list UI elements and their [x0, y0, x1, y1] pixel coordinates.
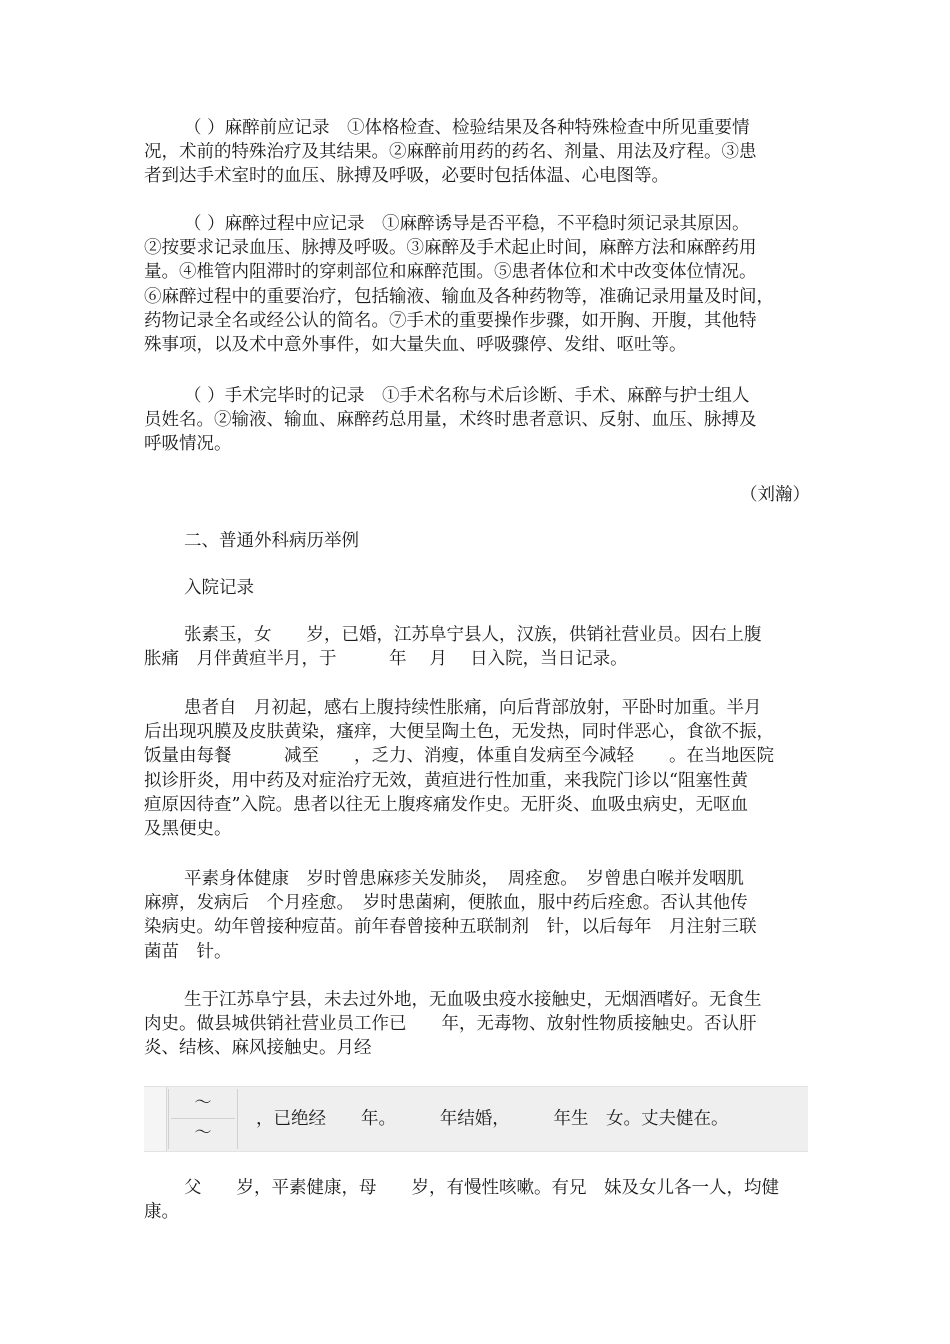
- text-line: 殊事项，以及术中意外事件，如大量失血、呼吸骤停、发绀、呕吐等。: [144, 335, 687, 356]
- menstrual-fraction: [168, 1089, 238, 1149]
- para-pre-anesthesia: [144, 116, 810, 189]
- text-line: （ ）麻醉前应记录 ①体格检查、检验结果及各种特殊检查中所见重要情: [184, 118, 750, 138]
- text-line: 麻痹，发病后 个月痊愈。 岁时患菌痢，便脓血，服中药后痊愈。否认其他传: [144, 893, 748, 914]
- author-signature: （刘瀚）: [740, 485, 810, 505]
- menstrual-formula-box: [144, 1086, 808, 1152]
- box-edge: [144, 1087, 167, 1151]
- text-line: 疸原因待查”入院。患者以往无上腹疼痛发作史。无肝炎、血吸虫病史，无呕血: [144, 794, 748, 815]
- text-line: 菌苗 针。: [144, 941, 232, 962]
- para-patient-intro: [144, 623, 810, 671]
- text-line: 生于江苏阜宁县，未去过外地，无血吸虫疫水接触史，无烟酒嗜好。无食生: [184, 990, 762, 1010]
- text-line: （ ）手术完毕时的记录 ①手术名称与术后诊断、手术、麻醉与护士组人: [184, 386, 750, 406]
- para-past-history: [144, 867, 810, 964]
- text-line: 量。④椎管内阻滞时的穿刺部位和麻醉范围。⑤患者体位和术中改变体位情况。: [144, 262, 757, 283]
- text-line: 张素玉，女 岁，已婚，江苏阜宁县人，汉族，供销社营业员。因右上腹: [184, 625, 762, 645]
- para-personal-history: [144, 988, 810, 1061]
- text-line: 后出现巩膜及皮肤黄染，瘙痒，大便呈陶土色，无发热，同时伴恶心，食欲不振，: [144, 722, 774, 743]
- text-line: 平素身体健康 岁时曾患麻疹关发肺炎， 周痊愈。 岁曾患白喉并发咽肌: [184, 869, 744, 889]
- fraction-numerator: ～: [194, 1093, 212, 1113]
- text-line: 拟诊肝炎，用中药及对症治疗无效，黄疸进行性加重，来我院门诊以“阻塞性黄: [144, 770, 748, 791]
- text-line: ⑥麻醉过程中的重要治疗，包括输液、输血及各种药物等，准确记录用量及时间，: [144, 286, 774, 307]
- para-present-illness: [144, 696, 810, 841]
- text-line: （ ）麻醉过程中应记录 ①麻醉诱导是否平稳，不平稳时须记录其原因。: [184, 214, 750, 234]
- text-line: ②按要求记录血压、脉搏及呼吸。③麻醉及手术起止时间，麻醉方法和麻醉药用: [144, 238, 757, 259]
- para-family-history: [144, 1176, 810, 1224]
- text-line: 者到达手术室时的血压、脉搏及呼吸，必要时包括体温、心电图等。: [144, 166, 669, 187]
- text-line: 患者自 月初起，感右上腹持续性胀痛，向后背部放射，平卧时加重。半月: [184, 698, 762, 718]
- text-line: 康。: [144, 1202, 179, 1223]
- text-line: 况，术前的特殊治疗及其结果。②麻醉前用药的药名、剂量、用法及疗程。③患: [144, 142, 757, 163]
- text-line: 炎、结核、麻风接触史。月经: [144, 1038, 372, 1059]
- text-line: 肉史。做县城供销社营业员工作已 年，无毒物、放射性物质接触史。否认肝: [144, 1014, 757, 1035]
- text-line: 呼吸情况。: [144, 434, 232, 455]
- text-line: 及黑便史。: [144, 819, 232, 840]
- menstrual-text: ，已绝经 年。 年结婚， 年生 女。丈夫健在。: [256, 1109, 729, 1129]
- text-line: 染病史。幼年曾接种痘苗。前年春曾接种五联制剂 针，以后每年 月注射三联: [144, 917, 757, 938]
- section-title: 二、普通外科病历举例: [184, 531, 359, 551]
- text-line: 饭量由每餐 减至 ，乏力、消瘦，体重自发病至今减轻 。在当地医院: [144, 746, 774, 767]
- para-post-surgery: [144, 384, 810, 457]
- text-line: 员姓名。②输液、输血、麻醉药总用量，术终时患者意识、反射、血压、脉搏及: [144, 410, 757, 431]
- fraction-denominator: ～: [194, 1123, 212, 1143]
- subsection-title: 入院记录: [184, 578, 254, 598]
- text-line: 胀痛 月伴黄疸半月，于 年 月 日入院，当日记录。: [144, 649, 628, 670]
- text-line: 药物记录全名或经公认的简名。⑦手术的重要操作步骤，如开胸、开腹，其他特: [144, 310, 757, 331]
- para-during-anesthesia: [144, 212, 810, 357]
- text-line: 父 岁，平素健康，母 岁，有慢性咳嗽。有兄 妹及女儿各一人，均健: [184, 1178, 779, 1198]
